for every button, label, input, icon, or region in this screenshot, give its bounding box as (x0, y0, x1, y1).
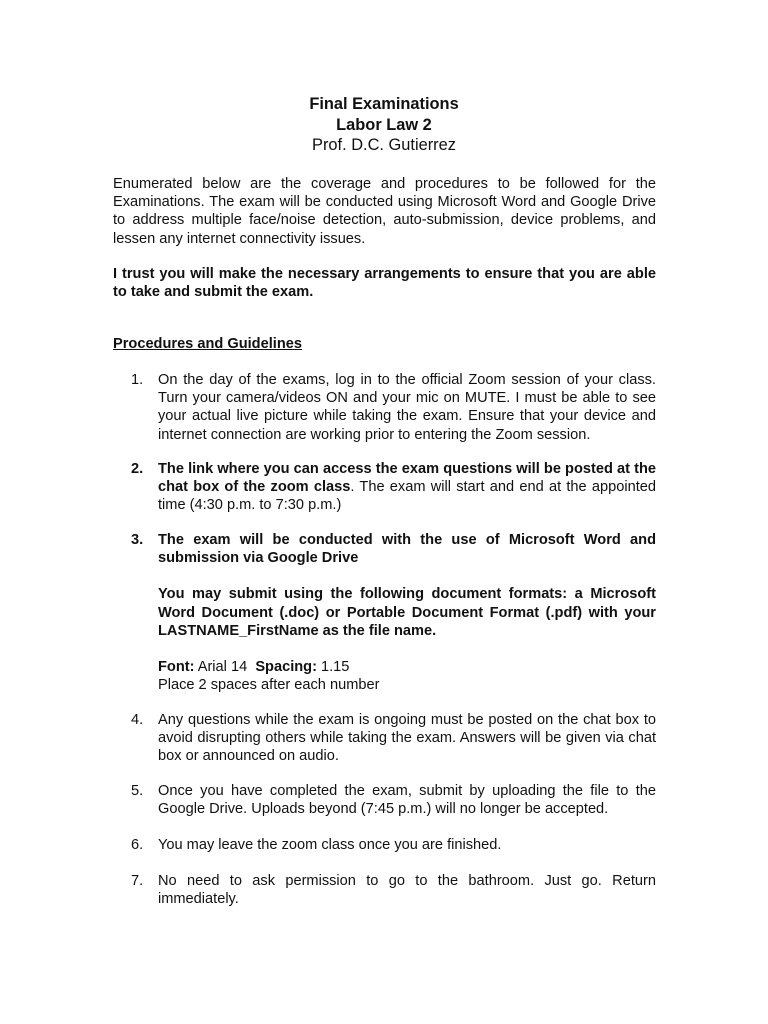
list-item (131, 836, 656, 854)
item-bold-text: The exam will be conducted with the use of Microsoft Word and submission via Google Drive (158, 532, 656, 567)
item-number: 6. (131, 837, 144, 853)
list-item (131, 782, 656, 818)
trust-note: I trust you will make the necessary arrangements to ensure that you are able to take and submit the exam. (113, 266, 656, 301)
font-spacing-line (158, 658, 656, 676)
subject-title: Labor Law 2 (336, 115, 432, 134)
item-number: 3. (131, 532, 144, 548)
document-header (0, 94, 768, 156)
list-item (131, 711, 656, 766)
section-heading: Procedures and Guidelines (113, 336, 302, 352)
list-item (131, 531, 656, 694)
intro-paragraph: Enumerated below are the coverage and procedures to be followed for the Examinations. The exam will be conducted using Microsoft Word and Google Drive to address multiple face/noise detection, auto-submission, device problems, and lessen any internet connectivity issues. (113, 176, 656, 247)
document-formats-note: You may submit using the following document formats: a Microsoft Word Document (.doc) or Portable Document Format (.pdf) with your LASTNAME_FirstName as the file name. (158, 586, 656, 639)
item-text: . The exam will start and end at the appointed time (4:30 p.m. to 7:30 p.m.) (158, 479, 656, 514)
item-number: 4. (131, 712, 144, 728)
professor-name: Prof. D.C. Gutierrez (312, 136, 456, 154)
item-text: On the day of the exams, log in to the official Zoom session of your class. Turn your camera/videos ON and your mic on MUTE. I must be able to see your actual live picture while taking the exam. Ensure that your device and internet connection are working prior to entering the Zoom session. (158, 372, 656, 443)
spacing-value: 1.15 (316, 659, 350, 676)
exam-title: Final Examinations (309, 95, 459, 113)
item-text: Once you have completed the exam, submit by uploading the file to the Google Drive. Uploads beyond (7:45 p.m.) will no longer be accepted. (158, 783, 656, 818)
spaces-note: Place 2 spaces after each number (158, 677, 380, 694)
item-number: 5. (131, 783, 144, 799)
item-text: You may leave the zoom class once you are finished. (158, 837, 502, 853)
list-item (131, 460, 656, 515)
font-value: Arial 14 (194, 659, 256, 676)
spacing-label: Spacing: (255, 659, 317, 676)
list-item (131, 371, 656, 444)
item-text: No need to ask permission to go to the bathroom. Just go. Return immediately. (158, 873, 656, 908)
item-number: 1. (131, 372, 144, 388)
item-bold-text: The link where you can access the exam questions will be posted at the chat box of the zoom class (158, 461, 656, 496)
item-number: 7. (131, 873, 144, 889)
font-label: Font: (158, 659, 195, 676)
list-item (131, 872, 656, 908)
item-number: 2. (131, 461, 144, 477)
item-text: Any questions while the exam is ongoing must be posted on the chat box to avoid disrupting others while taking the exam. Answers will be given via chat box or announced on audio. (158, 712, 656, 765)
